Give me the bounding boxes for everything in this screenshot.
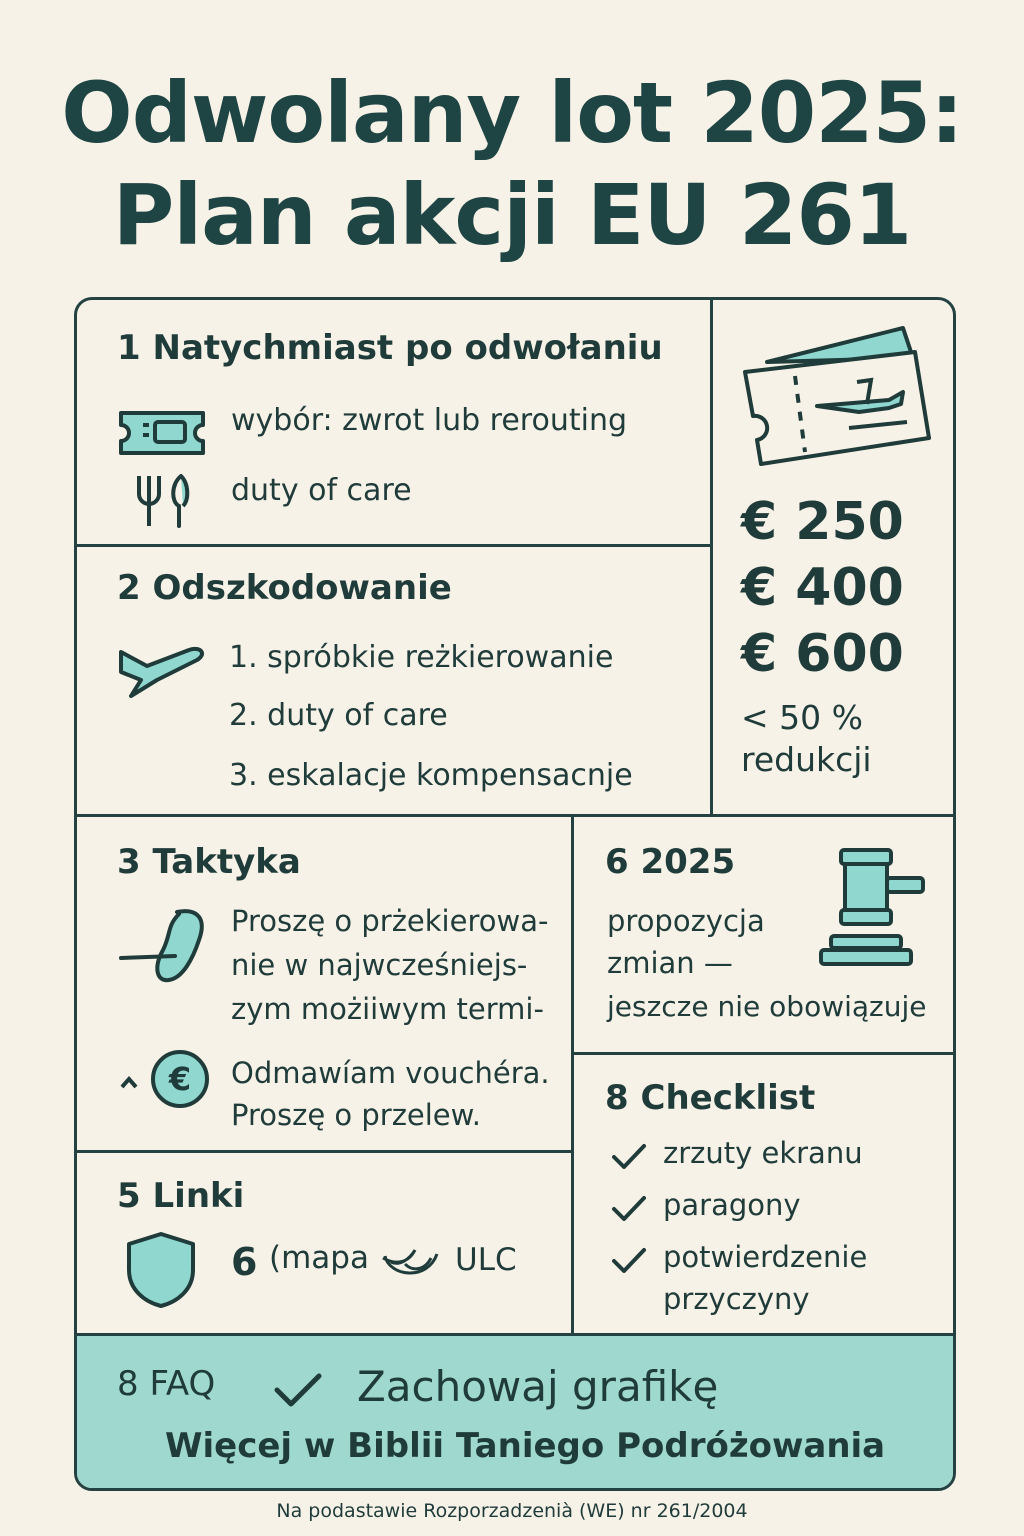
tactic-text: nie w najwcześniejs- (231, 948, 528, 982)
section-6-heading: 6 2025 (605, 842, 736, 882)
section-6-text: zmian — (607, 946, 733, 980)
reduction-label: redukcji (741, 740, 872, 779)
checklist-item: paragony (663, 1188, 801, 1222)
checkmark-icon (611, 1246, 647, 1280)
section-2-item: 2. duty of care (229, 698, 448, 733)
checklist-item-continued: przyczyny (663, 1282, 810, 1316)
regulation-footnote: Na podastawie Rozporzadzenià (WE) nr 261/2004 (276, 1500, 748, 1522)
faq-banner (77, 1333, 953, 1491)
section-1-heading: 1 Natychmiast po odwołaniu (117, 328, 663, 368)
checklist-item: potwierdzenie (663, 1240, 868, 1274)
section-2-item: 3. eskalacje kompensacnje (229, 758, 633, 793)
fork-knife-icon (133, 472, 197, 534)
compensation-amount: € 250 (741, 492, 904, 552)
caret-up-icon (119, 1074, 139, 1094)
links-number: 6 (231, 1240, 258, 1284)
section-6-text: jeszcze nie obowiązuje (607, 990, 927, 1023)
faq-label: 8 FAQ (117, 1364, 216, 1404)
shield-icon (123, 1230, 199, 1314)
divider (710, 300, 713, 817)
infographic-board (74, 297, 956, 1491)
more-info-link[interactable]: Więcej w Biblii Taniego Podróżowania (165, 1426, 886, 1466)
section-1-item: wybór: zwrot lub rerouting (231, 403, 628, 438)
checklist-heading: 8 Checklist (605, 1078, 816, 1118)
checkmark-icon (611, 1194, 647, 1228)
checkmark-icon (611, 1142, 647, 1176)
airplane-icon (117, 640, 207, 704)
section-2-heading: 2 Odszkodowanie (117, 568, 452, 608)
ticket-icon (117, 408, 207, 462)
save-graphic-text: Zachowaj grafikę (357, 1362, 719, 1411)
page-title (0, 62, 1024, 266)
reduction-percent: < 50 % (741, 698, 863, 737)
divider (571, 814, 574, 1334)
section-3-heading: 3 Taktyka (117, 842, 301, 882)
map-swirl-icon (379, 1236, 441, 1290)
map-link[interactable]: (mapa (269, 1240, 369, 1276)
divider (77, 544, 711, 547)
divider (77, 814, 953, 817)
tactic-text: Proszę o prżekierowa- (231, 904, 549, 938)
tactic-text: Odmawíam vouchéra. (231, 1056, 550, 1090)
compensation-amount: € 400 (741, 558, 904, 618)
section-1-item: duty of care (231, 473, 412, 508)
divider (77, 1150, 573, 1153)
compensation-amount: € 600 (741, 624, 904, 684)
route-ribbon-icon (117, 906, 213, 988)
tactic-text: Proszę o przelew. (231, 1098, 481, 1132)
ulc-link[interactable]: ULC (455, 1242, 517, 1278)
tactic-text: zym możiiwym termi- (231, 992, 544, 1026)
euro-coin-icon (149, 1048, 211, 1114)
checklist-item: zrzuty ekranu (663, 1136, 863, 1170)
links-heading: 5 Linki (117, 1176, 245, 1216)
gavel-icon (815, 844, 927, 974)
flight-ticket-icon (739, 322, 935, 474)
checkmark-icon (273, 1370, 323, 1414)
title-line-1: Odwolany lot 2025: (61, 64, 963, 162)
section-2-item: 1. spróbkie reżkierowanie (229, 640, 614, 675)
title-line-2: Plan akcji EU 261 (112, 166, 912, 264)
svg-text:€: € (168, 1060, 192, 1098)
section-6-text: propozycja (607, 904, 765, 938)
divider (572, 1052, 953, 1055)
